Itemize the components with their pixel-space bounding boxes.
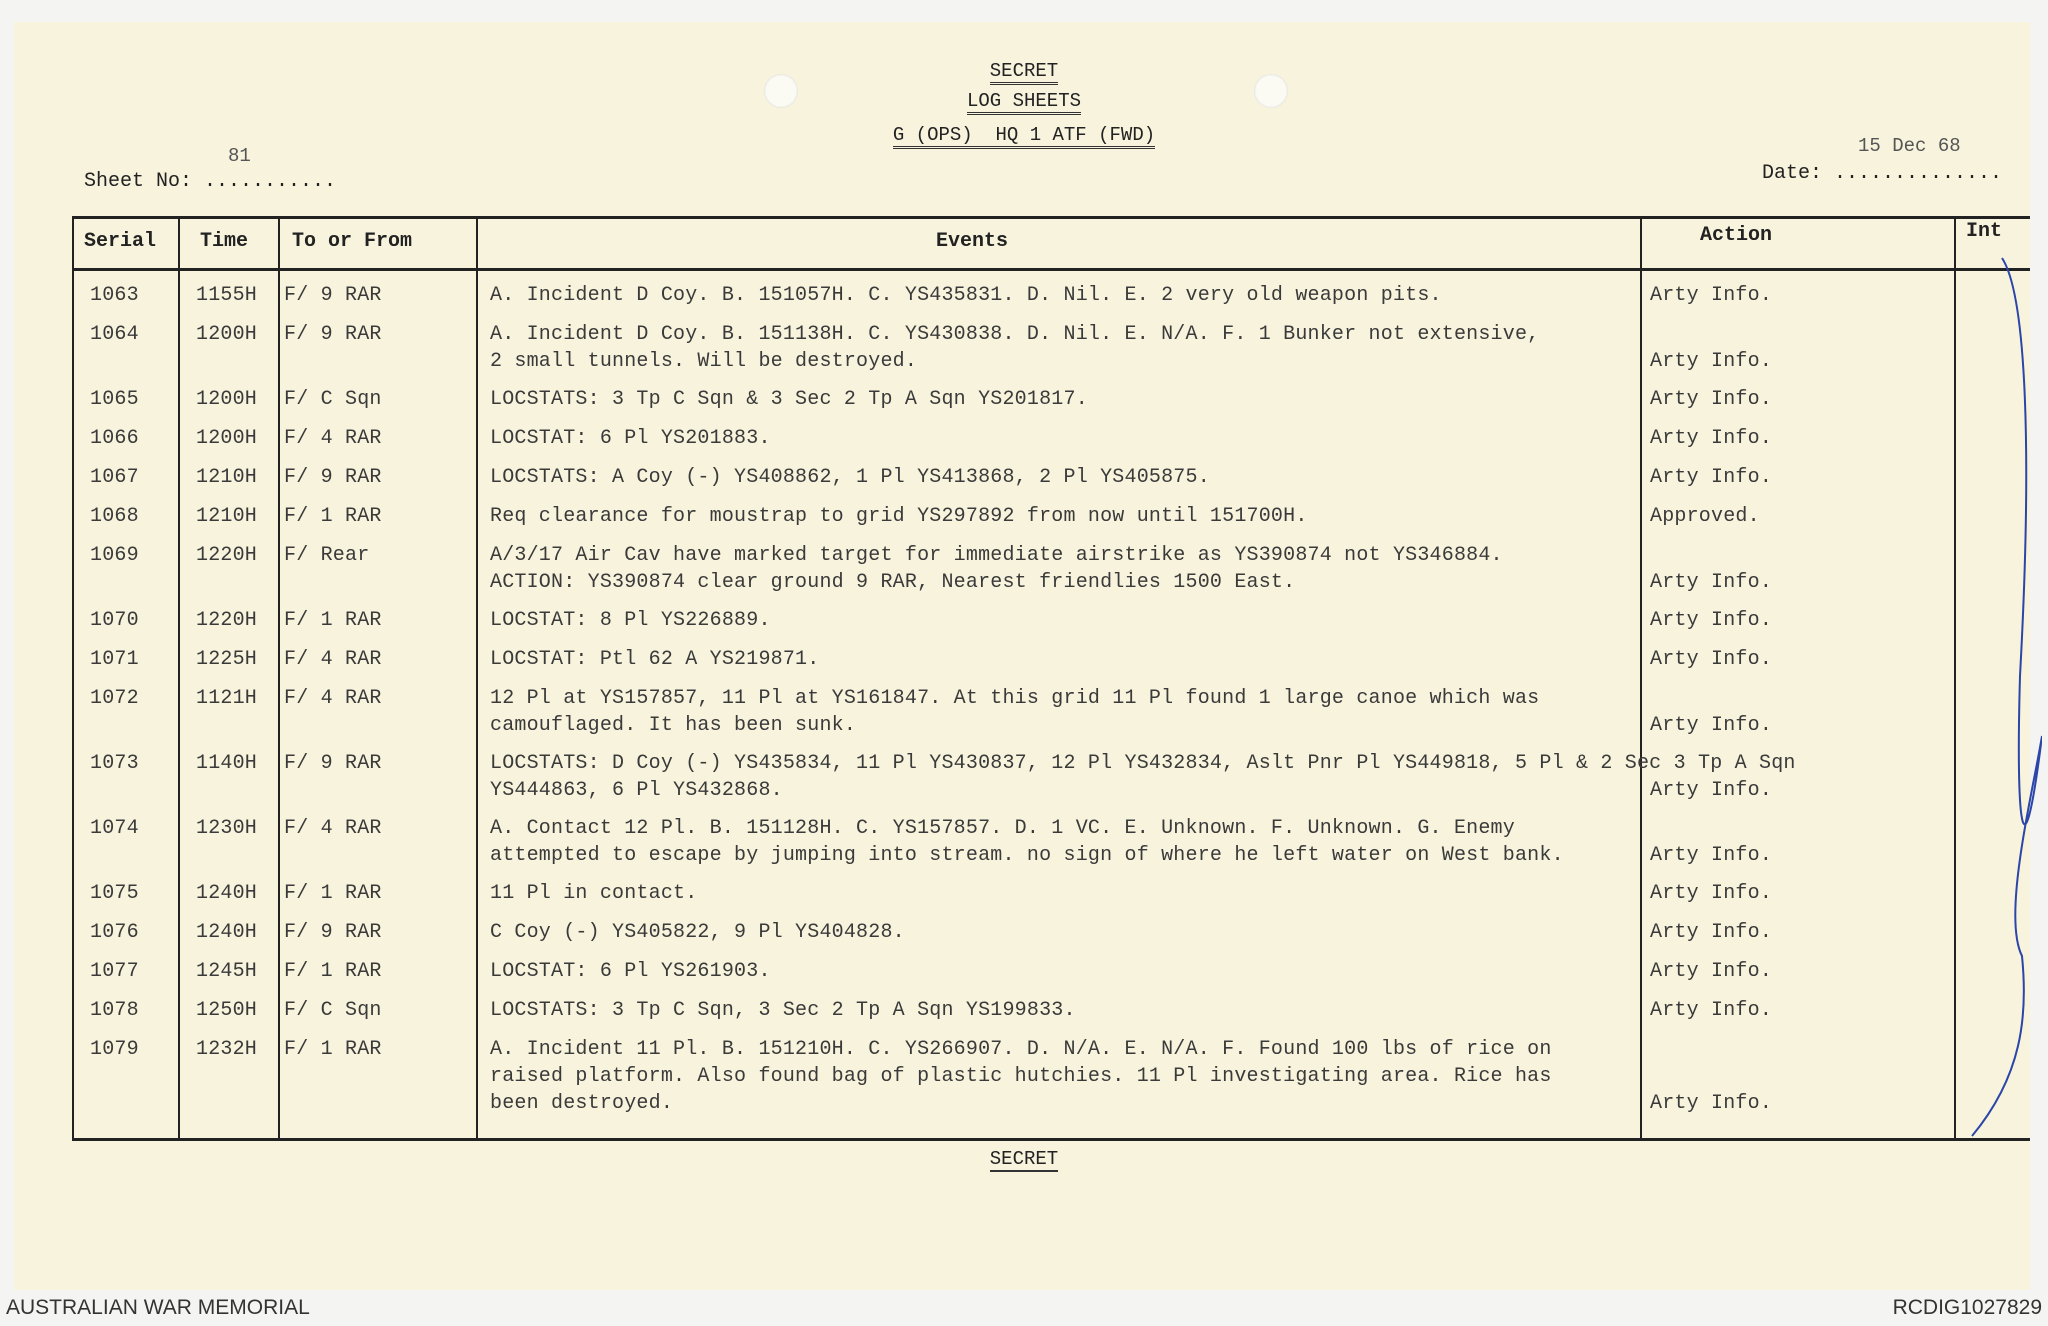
action-cell: Arty Info. bbox=[1650, 960, 1773, 983]
events-cell: A. Incident 11 Pl. B. 151210H. C. YS266907. D. N/A. E. N/A. F. Found 100 lbs of rice on raised platform. Also found bag of plastic hutchies. 11 Pl investigating area. Rice has been destroyed. bbox=[490, 1038, 1552, 1115]
time-cell: 1232H bbox=[196, 1038, 258, 1061]
events-cell: LOCSTATS: 3 Tp C Sqn & 3 Sec 2 Tp A Sqn YS201817. bbox=[490, 388, 1088, 411]
date-label: Date: .............. bbox=[1762, 162, 2003, 185]
time-cell: 1225H bbox=[196, 648, 258, 671]
to-from-cell: F/ 4 RAR bbox=[284, 427, 382, 450]
unit-title: G (OPS) HQ 1 ATF (FWD) bbox=[0, 124, 2048, 146]
classification-footer: SECRET bbox=[989, 1148, 1059, 1170]
column-header-int: Int bbox=[1966, 220, 2003, 243]
serial-cell: 1064 bbox=[90, 323, 139, 346]
classification-header: SECRET bbox=[0, 60, 2048, 82]
column-header-time: Time bbox=[200, 230, 249, 253]
time-cell: 1210H bbox=[196, 466, 258, 489]
to-from-cell: F/ C Sqn bbox=[284, 999, 382, 1022]
time-cell: 1200H bbox=[196, 388, 258, 411]
action-cell: Arty Info. bbox=[1650, 571, 1773, 594]
serial-cell: 1065 bbox=[90, 388, 139, 411]
events-cell: LOCSTAT: 6 Pl YS201883. bbox=[490, 427, 771, 450]
serial-cell: 1078 bbox=[90, 999, 139, 1022]
time-cell: 1140H bbox=[196, 752, 258, 775]
action-cell: Arty Info. bbox=[1650, 844, 1773, 867]
events-cell: C Coy (-) YS405822, 9 Pl YS404828. bbox=[490, 921, 905, 944]
log-table bbox=[72, 216, 2030, 1140]
action-cell: Arty Info. bbox=[1650, 609, 1773, 632]
time-cell: 1200H bbox=[196, 427, 258, 450]
action-cell: Arty Info. bbox=[1650, 714, 1773, 737]
to-from-cell: F/ 9 RAR bbox=[284, 323, 382, 346]
document-title: LOG SHEETS bbox=[0, 90, 2048, 112]
serial-cell: 1074 bbox=[90, 817, 139, 840]
to-from-cell: F/ 1 RAR bbox=[284, 609, 382, 632]
time-cell: 1245H bbox=[196, 960, 258, 983]
action-cell: Arty Info. bbox=[1650, 648, 1773, 671]
action-cell: Arty Info. bbox=[1650, 466, 1773, 489]
to-from-cell: F/ 4 RAR bbox=[284, 648, 382, 671]
to-from-cell: F/ 4 RAR bbox=[284, 817, 382, 840]
serial-cell: 1067 bbox=[90, 466, 139, 489]
events-cell: LOCSTAT: 6 Pl YS261903. bbox=[490, 960, 771, 983]
events-cell: Req clearance for moustrap to grid YS297892 from now until 151700H. bbox=[490, 505, 1308, 528]
action-cell: Arty Info. bbox=[1650, 1092, 1773, 1115]
column-header-events: Events bbox=[936, 230, 1009, 253]
time-cell: 1155H bbox=[196, 284, 258, 307]
to-from-cell: F/ Rear bbox=[284, 544, 370, 567]
to-from-cell: F/ 4 RAR bbox=[284, 687, 382, 710]
time-cell: 1200H bbox=[196, 323, 258, 346]
credit-left: AUSTRALIAN WAR MEMORIAL bbox=[6, 1296, 310, 1319]
to-from-cell: F/ 1 RAR bbox=[284, 960, 382, 983]
action-cell: Arty Info. bbox=[1650, 350, 1773, 373]
serial-cell: 1070 bbox=[90, 609, 139, 632]
to-from-cell: F/ 1 RAR bbox=[284, 1038, 382, 1061]
time-cell: 1121H bbox=[196, 687, 258, 710]
events-cell: LOCSTATS: A Coy (-) YS408862, 1 Pl YS413868, 2 Pl YS405875. bbox=[490, 466, 1210, 489]
serial-cell: 1075 bbox=[90, 882, 139, 905]
events-cell: A. Contact 12 Pl. B. 151128H. C. YS157857. D. 1 VC. E. Unknown. F. Unknown. G. Enemy attempted to escape by jumping into stream. no sign of where he left water on West bank. bbox=[490, 817, 1564, 867]
action-cell: Arty Info. bbox=[1650, 388, 1773, 411]
time-cell: 1250H bbox=[196, 999, 258, 1022]
time-cell: 1210H bbox=[196, 505, 258, 528]
events-cell: LOCSTATS: D Coy (-) YS435834, 11 Pl YS430837, 12 Pl YS432834, Aslt Pnr Pl YS449818, 5 Pl & 2 Sec 3 Tp A Sqn YS444863, 6 Pl YS432868. bbox=[490, 752, 1796, 802]
serial-cell: 1063 bbox=[90, 284, 139, 307]
column-header-action: Action bbox=[1700, 224, 1773, 247]
action-cell: Arty Info. bbox=[1650, 284, 1773, 307]
sheet-label: Sheet No: ........... bbox=[84, 170, 337, 193]
serial-cell: 1066 bbox=[90, 427, 139, 450]
to-from-cell: F/ C Sqn bbox=[284, 388, 382, 411]
time-cell: 1240H bbox=[196, 921, 258, 944]
time-cell: 1220H bbox=[196, 544, 258, 567]
action-cell: Arty Info. bbox=[1650, 882, 1773, 905]
to-from-cell: F/ 9 RAR bbox=[284, 752, 382, 775]
credit-right: RCDIG1027829 bbox=[1892, 1296, 2042, 1319]
action-cell: Approved. bbox=[1650, 505, 1760, 528]
handwritten-initial-mark bbox=[1932, 256, 2042, 1156]
to-from-cell: F/ 9 RAR bbox=[284, 284, 382, 307]
serial-cell: 1077 bbox=[90, 960, 139, 983]
action-cell: Arty Info. bbox=[1650, 427, 1773, 450]
column-header-to-from: To or From bbox=[292, 230, 413, 253]
serial-cell: 1068 bbox=[90, 505, 139, 528]
serial-cell: 1073 bbox=[90, 752, 139, 775]
time-cell: 1220H bbox=[196, 609, 258, 632]
action-cell: Arty Info. bbox=[1650, 999, 1773, 1022]
serial-cell: 1071 bbox=[90, 648, 139, 671]
column-header-serial: Serial bbox=[84, 230, 157, 253]
serial-cell: 1072 bbox=[90, 687, 139, 710]
serial-cell: 1079 bbox=[90, 1038, 139, 1061]
action-cell: Arty Info. bbox=[1650, 921, 1773, 944]
time-cell: 1240H bbox=[196, 882, 258, 905]
time-cell: 1230H bbox=[196, 817, 258, 840]
to-from-cell: F/ 1 RAR bbox=[284, 882, 382, 905]
events-cell: A. Incident D Coy. B. 151138H. C. YS430838. D. Nil. E. N/A. F. 1 Bunker not extensive, 2 small tunnels. Will be destroyed. bbox=[490, 323, 1540, 373]
events-cell: 12 Pl at YS157857, 11 Pl at YS161847. At this grid 11 Pl found 1 large canoe which was camouflaged. It has been sunk. bbox=[490, 687, 1540, 737]
events-cell: A. Incident D Coy. B. 151057H. C. YS435831. D. Nil. E. 2 very old weapon pits. bbox=[490, 284, 1442, 307]
events-cell: A/3/17 Air Cav have marked target for immediate airstrike as YS390874 not YS346884. ACTION: YS390874 clear ground 9 RAR, Nearest friendlies 1500 East. bbox=[490, 544, 1503, 594]
events-cell: LOCSTAT: 8 Pl YS226889. bbox=[490, 609, 771, 632]
action-cell: Arty Info. bbox=[1650, 779, 1773, 802]
date-value: 15 Dec 68 bbox=[1858, 135, 1961, 157]
events-cell: 11 Pl in contact. bbox=[490, 882, 698, 905]
serial-cell: 1069 bbox=[90, 544, 139, 567]
sheet-number: 81 bbox=[228, 145, 251, 167]
events-cell: LOCSTAT: Ptl 62 A YS219871. bbox=[490, 648, 820, 671]
events-cell: LOCSTATS: 3 Tp C Sqn, 3 Sec 2 Tp A Sqn YS199833. bbox=[490, 999, 1076, 1022]
to-from-cell: F/ 9 RAR bbox=[284, 921, 382, 944]
to-from-cell: F/ 1 RAR bbox=[284, 505, 382, 528]
serial-cell: 1076 bbox=[90, 921, 139, 944]
to-from-cell: F/ 9 RAR bbox=[284, 466, 382, 489]
